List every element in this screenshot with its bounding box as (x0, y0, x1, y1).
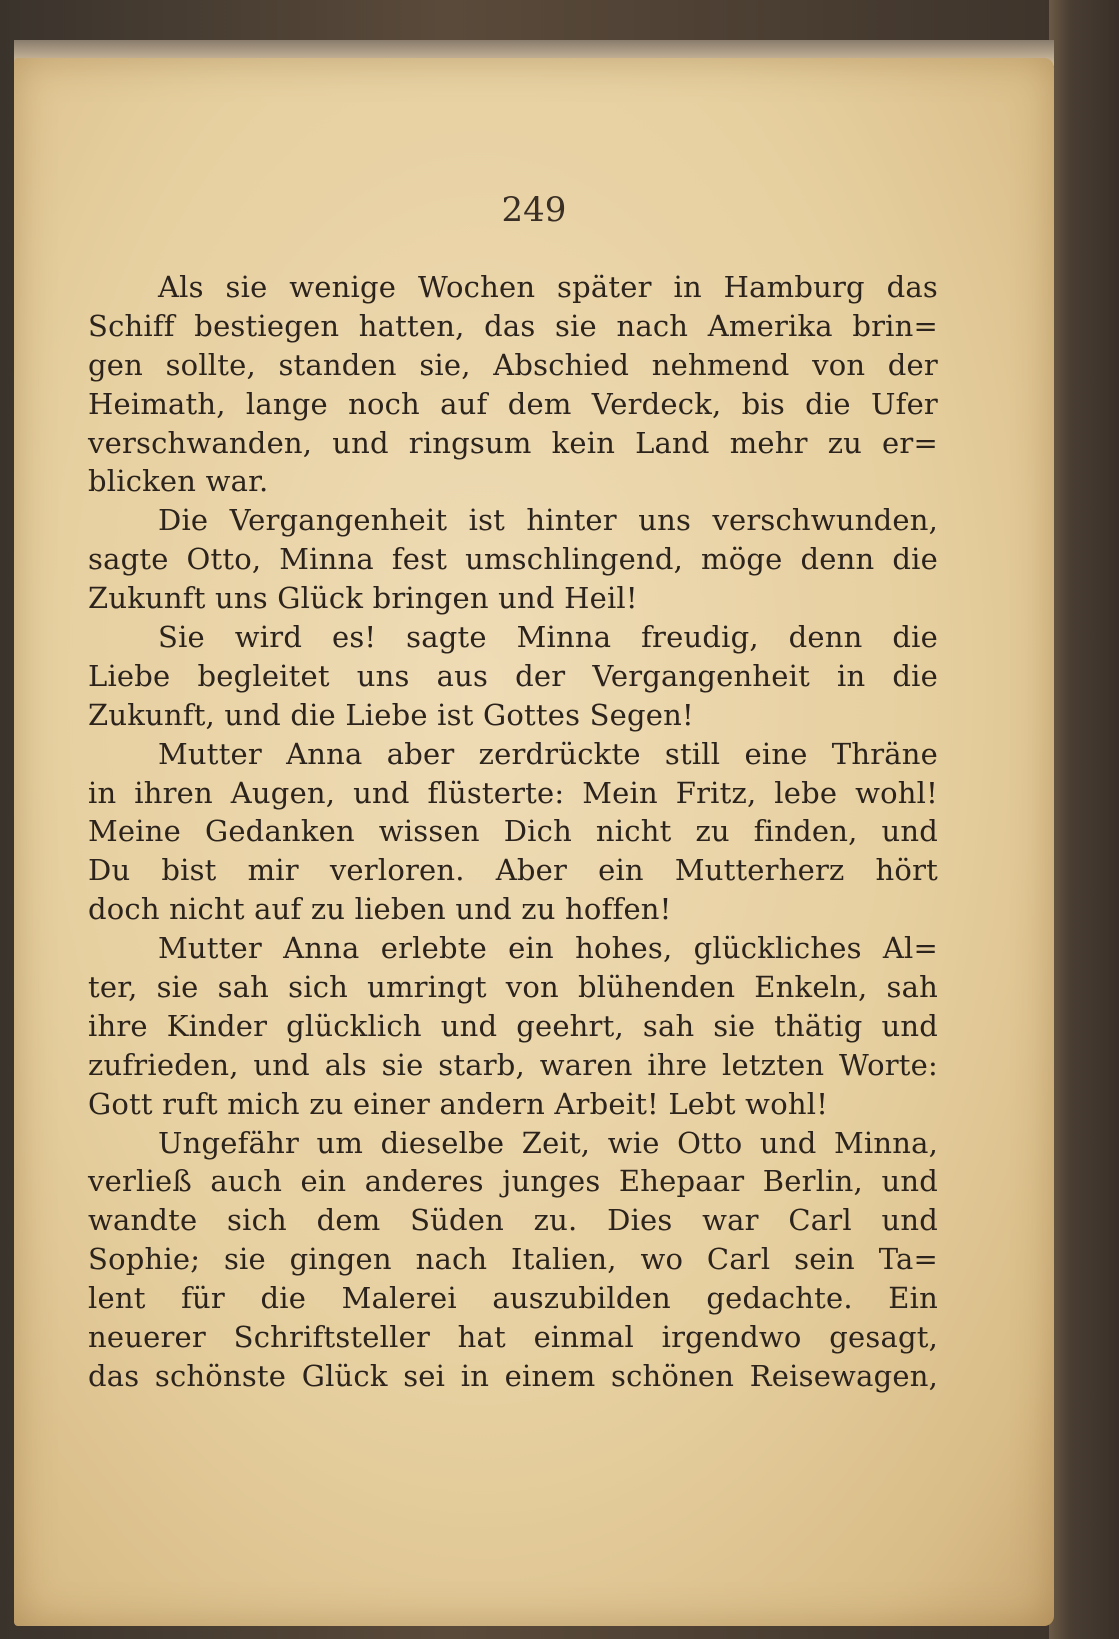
text-line: lent für die Malerei auszubilden gedachte. Ein (88, 1281, 938, 1316)
text-line: gen sollte, standen sie, Abschied nehmend von der (88, 347, 938, 382)
text-line: ihre Kinder glücklich und geehrt, sah sie thätig und (88, 1008, 938, 1043)
text-line: Ungefähr um dieselbe Zeit, wie Otto und Minna, (158, 1125, 938, 1160)
text-line: verließ auch ein anderes junges Ehepaar Berlin, und (88, 1164, 938, 1199)
text-line: neuerer Schriftsteller hat einmal irgendwo gesagt, (88, 1320, 938, 1355)
text-line: blicken war. (88, 464, 269, 499)
text-line: zufrieden, und als sie starb, waren ihre letzten Worte: (88, 1047, 938, 1082)
text-line: Zukunft uns Glück bringen und Heil! (88, 581, 638, 616)
text-line: ter, sie sah sich umringt von blühenden Enkeln, sah (88, 970, 938, 1005)
text-line: Als sie wenige Wochen später in Hamburg das (158, 270, 938, 304)
text-line: sagte Otto, Minna fest umschlingend, möge denn die (88, 542, 938, 577)
text-line: Mutter Anna erlebte ein hohes, glückliches Al= (158, 931, 938, 966)
text-line: in ihren Augen, und flüsterte: Mein Fritz, lebe wohl! (88, 775, 938, 810)
text-line: Zukunft, und die Liebe ist Gottes Segen! (88, 697, 694, 732)
text-line: Heimath, lange noch auf dem Verdeck, bis die Ufer (88, 386, 938, 421)
text-line: Sophie; sie gingen nach Italien, wo Carl sein Ta= (88, 1242, 938, 1277)
text-line: Mutter Anna aber zerdrückte still eine Thräne (158, 736, 938, 771)
text-line: verschwanden, und ringsum kein Land mehr zu er= (88, 425, 938, 460)
text-line: doch nicht auf zu lieben und zu hoffen! (88, 892, 672, 927)
text-line: Meine Gedanken wissen Dich nicht zu finden, und (88, 814, 938, 849)
text-line: Sie wird es! sagte Minna freudig, denn die (158, 620, 938, 655)
text-line: Liebe begleitet uns aus der Vergangenheit in die (88, 658, 938, 693)
text-line: wandte sich dem Süden zu. Dies war Carl und (88, 1203, 938, 1238)
book-page (14, 58, 1054, 1626)
book-board-edge (1049, 0, 1119, 1639)
text-line: das schönste Glück sei in einem schönen Reisewagen, (88, 1358, 938, 1393)
text-line: Schiff bestiegen hatten, das sie nach Amerika brin= (88, 308, 938, 343)
page-text-block (88, 268, 938, 1396)
page-number: 249 (501, 190, 567, 230)
text-line: Die Vergangenheit ist hinter uns verschwunden, (158, 503, 938, 538)
text-line: Gott ruft mich zu einer andern Arbeit! Lebt wohl! (88, 1086, 829, 1121)
text-line: Du bist mir verloren. Aber ein Mutterherz hört (88, 853, 938, 888)
